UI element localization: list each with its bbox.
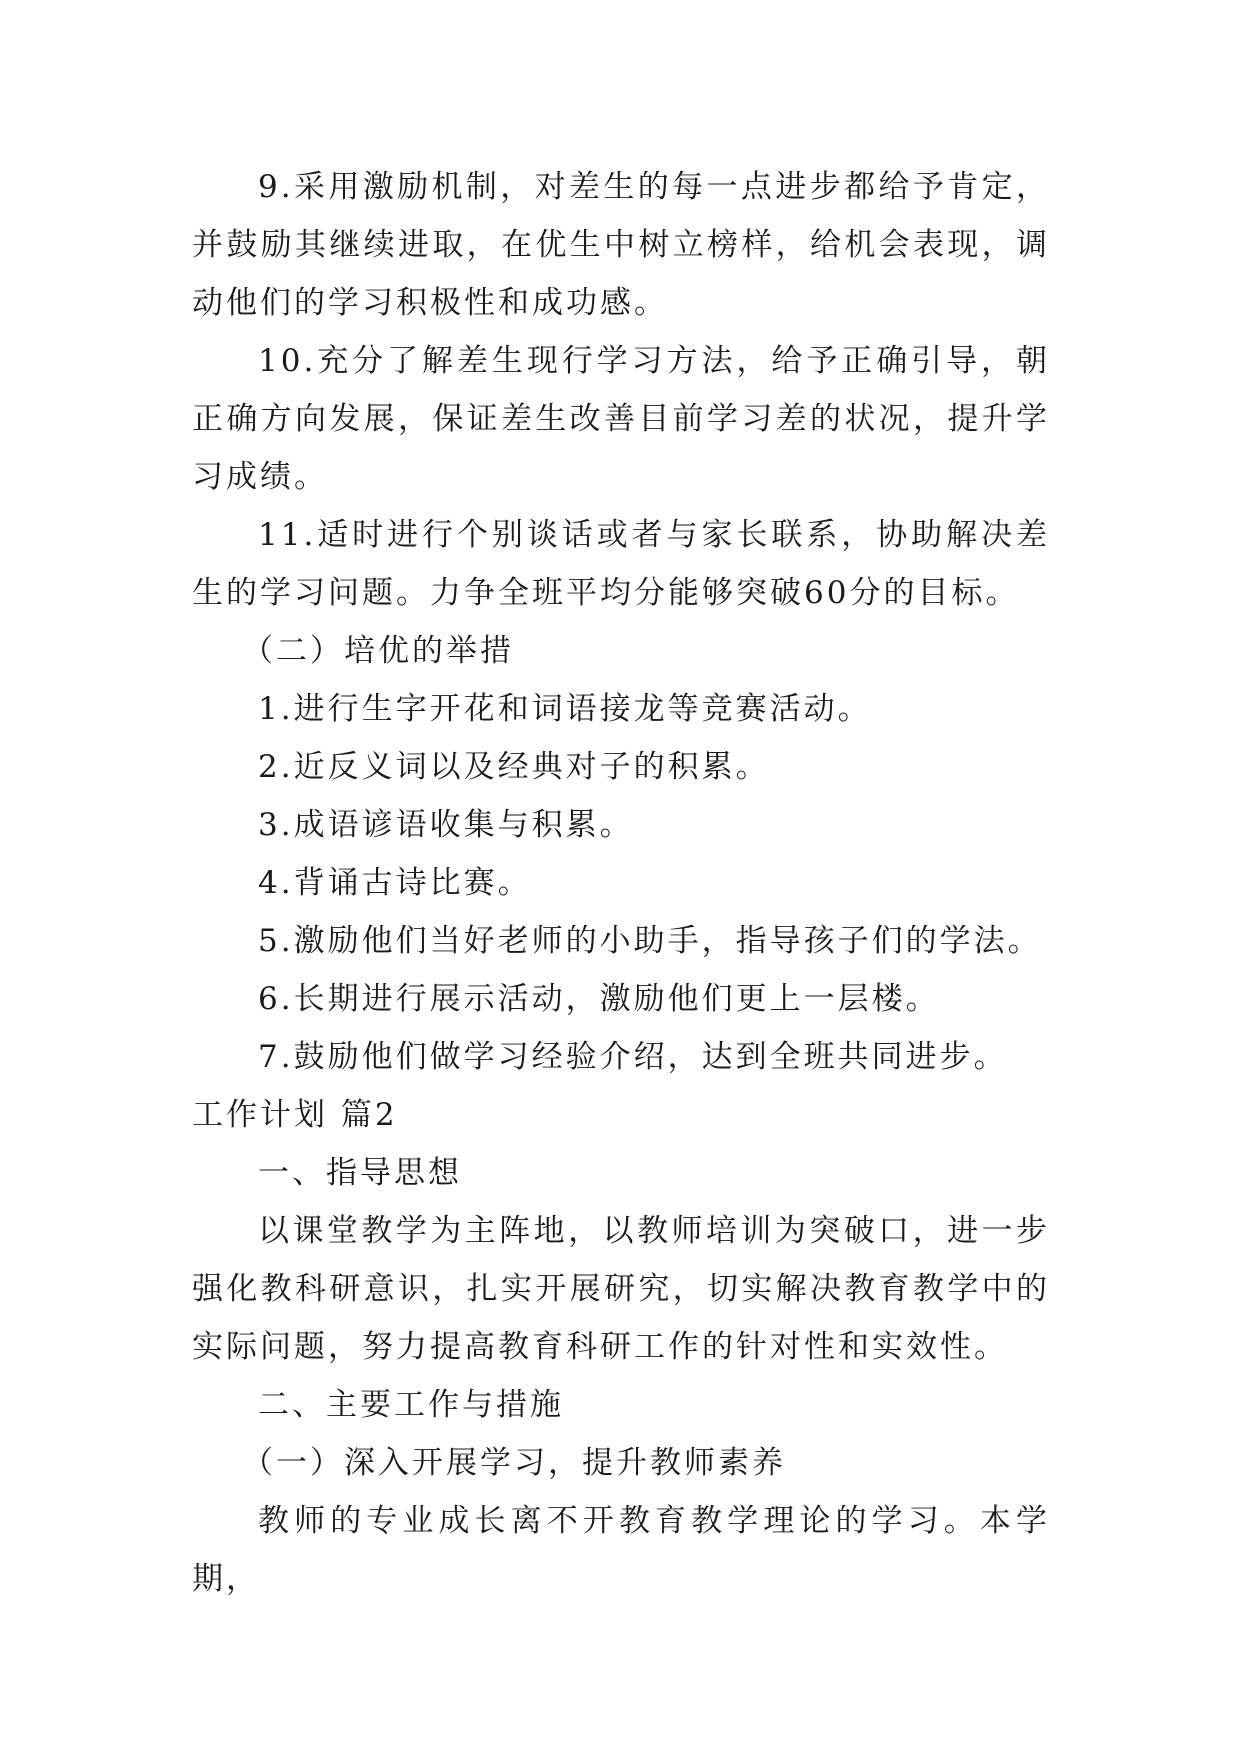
section-heading-zhidao: 一、指导思想 [258, 1155, 462, 1191]
paragraph-item-9: 9.采用激励机制，对差生的每一点进步都给予肯定，并鼓励其继续进取，在优生中树立榜样，给机会表现，调动他们的学习积极性和成功感。 [192, 169, 1050, 321]
paragraph-item-11: 11.适时进行个别谈话或者与家长联系，协助解决差生的学习问题。力争全班平均分能够突破60分的目标。 [192, 517, 1050, 611]
document-body [192, 158, 1050, 1608]
section-heading-zhuyao: 二、主要工作与措施 [258, 1387, 564, 1423]
paragraph-last: 教师的专业成长离不开教育教学理论的学习。本学期， [192, 1503, 1050, 1597]
plan-title: 工作计划 篇2 [192, 1097, 398, 1133]
paragraph-zhidao: 以课堂教学为主阵地，以教师培训为突破口，进一步强化教科研意识，扎实开展研究，切实解决教育教学中的实际问题，努力提高教育科研工作的针对性和实效性。 [192, 1213, 1050, 1365]
section-heading-peiyou: （二）培优的举措 [242, 633, 514, 669]
list-item-peiyou-2: 2.近反义词以及经典对子的积累。 [258, 749, 770, 785]
subsection-heading-shenru: （一）深入开展学习，提升教师素养 [242, 1445, 786, 1481]
list-item-peiyou-1: 1.进行生字开花和词语接龙等竞赛活动。 [258, 691, 872, 727]
list-item-peiyou-5: 5.激励他们当好老师的小助手，指导孩子们的学法。 [258, 923, 1042, 959]
list-item-peiyou-6: 6.长期进行展示活动，激励他们更上一层楼。 [258, 981, 940, 1017]
list-item-peiyou-3: 3.成语谚语收集与积累。 [258, 807, 634, 843]
paragraph-item-10: 10.充分了解差生现行学习方法，给予正确引导，朝正确方向发展，保证差生改善目前学习差的状况，提升学习成绩。 [192, 343, 1050, 495]
list-item-peiyou-7: 7.鼓励他们做学习经验介绍，达到全班共同进步。 [258, 1039, 1008, 1075]
list-item-peiyou-4: 4.背诵古诗比赛。 [258, 865, 532, 901]
